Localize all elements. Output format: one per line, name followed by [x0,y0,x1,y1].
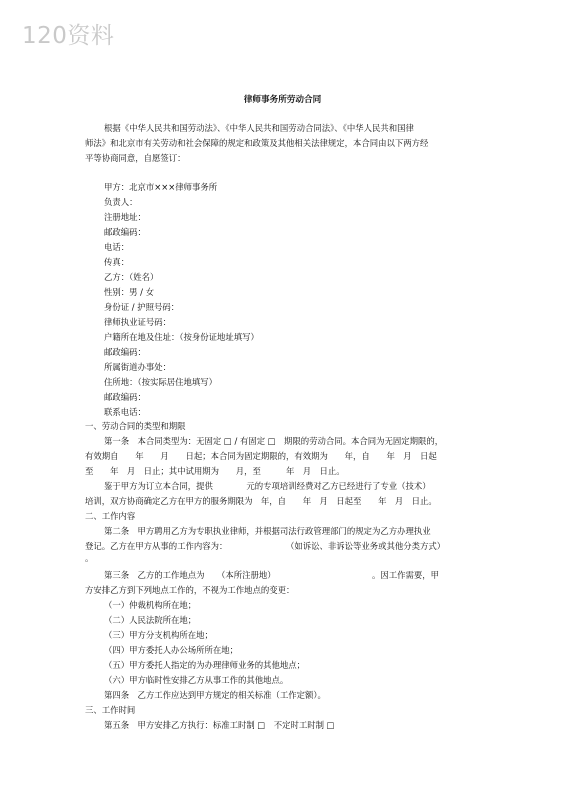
clause-line: 第四条 乙方工作应达到甲方规定的相关标准（工作定额）。 [104,690,326,700]
document-title: 律师事务所劳动合同 [243,95,322,105]
party-b-gender: 性别：男 / 女 [104,287,155,297]
clause-line: 第一条 本合同类型为：无固定 □ / 有固定 □ 期限的劳动合同。本合同为无固定期限的， [104,436,444,446]
party-a-address: 注册地址： [104,212,146,222]
party-b-residence: 住所地：（按实际居住地填写） [104,377,218,387]
party-b-id: 身份证 / 护照号码： [104,302,180,312]
list-item: （三）甲方分支机构所在地； [104,630,213,640]
party-a-phone: 电话： [104,242,130,252]
clause-line: 至 年 月 日止；其中试用期为 月，至 年 月 日止。 [85,466,345,476]
party-b-postcode-2: 邮政编码： [104,392,146,402]
party-a-name: 甲方：北京市×××律师事务所 [104,182,218,192]
party-b-license: 律师执业证号码： [104,317,171,327]
clause-line: 第二条 甲方聘用乙方为专职执业律师，并根据司法行政管理部门的规定为乙方办理执业 [104,526,431,536]
clause-line: 有效期自 年 月 日起；本合同为固定期限的，有效期为 年，自 年 月 日起 [85,451,437,461]
clause-line: 鉴于甲方为订立本合同，提供 元的专项培训经费对乙方已经进行了专业（技术） [104,481,431,491]
clause-line: 培训，双方协商确定乙方在甲方的服务期限为 年，自 年 月 日起至 年 月 日止。 [85,496,437,506]
list-item: （五）甲方委托人指定的为办理律师业务的其他地点； [104,660,305,670]
clause-line: 登记。乙方在甲方从事的工作内容为： （如诉讼、非诉讼等业务或其他分类方式） [85,541,446,551]
party-a-fax: 传真： [104,257,130,267]
preamble-line: 根据《中华人民共和国劳动法》、《中华人民共和国劳动合同法》、《中华人民共和国律 [104,123,414,133]
list-item: （二）人民法院所在地； [104,615,197,625]
party-b-household: 户籍所在地及住址：（按身份证地址填写） [104,332,259,342]
preamble-line: 平等协商同意，自愿签订： [85,153,186,163]
section-heading: 二、工作内容 [85,511,136,521]
clause-line: 第三条 乙方的工作地点为 （本所注册地） 。因工作需要，甲 [104,570,439,580]
list-item: （一）仲裁机构所在地； [104,600,197,610]
party-b-postcode: 邮政编码： [104,347,146,357]
clause-line: 方安排乙方到下列地点工作的，不视为工作地点的变更： [85,585,295,595]
list-item: （四）甲方委托人办公场所所在地； [104,645,238,655]
list-item: （六）甲方临时性安排乙方从事工作的其他地点。 [104,675,289,685]
section-heading: 一、劳动合同的类型和期限 [85,421,186,431]
watermark: 120资料 [22,23,115,49]
preamble-line: 师法》和北京市有关劳动和社会保障的规定和政策及其他相关法律规定，本合同由以下两方经 [85,138,429,148]
party-b-phone: 联系电话： [104,407,146,417]
party-b-subdistrict: 所属街道办事处： [104,362,171,372]
section-heading: 三、工作时间 [85,705,136,715]
party-a-leader: 负责人： [104,197,138,207]
clause-line: 。 [85,553,94,563]
party-a-postcode: 邮政编码： [104,227,146,237]
clause-line: 第五条 甲方安排乙方执行：标准工时制 □ 不定时工时制 □ [104,720,335,730]
party-b-name: 乙方：（姓名） [104,272,159,282]
